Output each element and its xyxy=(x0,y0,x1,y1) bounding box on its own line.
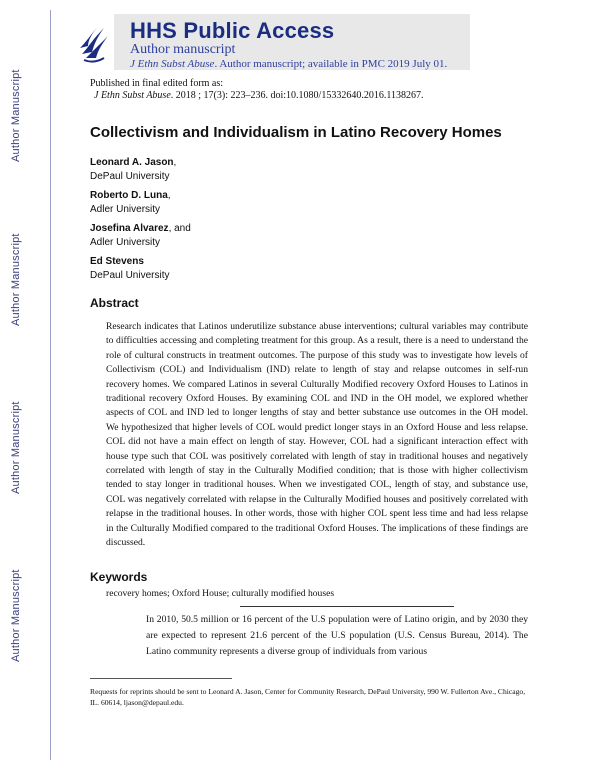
author-name-3: Josefina Alvarez, and xyxy=(90,223,191,234)
author-affiliation-1: DePaul University xyxy=(90,171,170,182)
article-title: Collectivism and Individualism in Latino Recovery Homes xyxy=(90,124,502,141)
header-citation-rest: . Author manuscript; available in PMC 2019 July 01. xyxy=(214,58,448,70)
footnote: Requests for reprints should be sent to Leonard A. Jason, Center for Community Research, DePaul University, 990 W. Fullerton Ave., Chicago, IL. 60614, ljason@depaul.edu. xyxy=(90,687,526,707)
hhs-eagle-logo-icon xyxy=(74,14,114,70)
intro-paragraph: In 2010, 50.5 million or 16 percent of the U.S population were of Latino origin, and by 2030 they are expected to represent 21.6 percent of the U.S population (U.S. Census Bureau, 2014). The Latino community represents a diverse group of individuals from various xyxy=(146,614,528,657)
author-name-1: Leonard A. Jason, xyxy=(90,157,177,168)
publication-details: . 2018 ; 17(3): 223–236. doi:10.1080/15332640.2016.1138267. xyxy=(170,90,424,101)
abstract-body: Research indicates that Latinos underutilize substance abuse interventions; cultural variables may contribute to difficulties accessing and completing treatment for this group. As a result, there is a need to understand the role of cultural constructs in treatment outcomes. The purpose of this study was to investigate how levels of Collectivism (COL) and Individualism (IND) relate to length of stay and relapse outcomes in self-run recovery homes. We compared Latinos in several Culturally Modified recovery Oxford Houses to Latinos in traditional recovery Oxford Houses. By examining COL and IND in the OH model, we explored whether aspects of COL and IND led to longer lengths of stay and better substance use outcomes in the OH model. We hypothesized that higher levels of COL would predict longer stays in an Oxford House and less relapse. COL did not have a main effect on length of stay. However, COL had a significant interaction effect with house type such that COL was positively correlated with length of stay in traditional houses and negatively correlated with length of stay in the Culturally Modified condition; that is those with higher collectivism tended to stay longer in traditional houses. When we investigated COL, length of stay, and substance use, COL was negatively correlated with relapse in the Culturally Modified houses and positively correlated with relapse in the traditional houses. In other words, those with higher COL spent less time and had less relapse in the Culturally Modified compared to the traditional Oxford Houses. The implications of these findings are discussed. xyxy=(106,321,528,549)
publication-citation xyxy=(94,90,423,101)
author-name-2: Roberto D. Luna, xyxy=(90,190,171,201)
rail-label-4: Author Manuscript xyxy=(10,569,22,662)
author-affiliation-4: DePaul University xyxy=(90,270,170,281)
keywords-list: recovery homes; Oxford House; culturally modified houses xyxy=(106,588,335,599)
rail-label-2: Author Manuscript xyxy=(10,233,22,326)
author-affiliation-2: Adler University xyxy=(90,204,161,215)
footnote-divider xyxy=(90,678,232,679)
author-manuscript-subtitle: Author manuscript xyxy=(130,42,236,57)
author-affiliation-3: Adler University xyxy=(90,237,161,248)
author-name-4: Ed Stevens xyxy=(90,256,144,267)
section-divider xyxy=(240,606,454,607)
publication-journal: J Ethn Subst Abuse xyxy=(94,90,171,101)
header-journal: J Ethn Subst Abuse xyxy=(130,58,215,70)
header-citation xyxy=(130,58,447,70)
rail-label-3: Author Manuscript xyxy=(10,401,22,494)
abstract-heading: Abstract xyxy=(90,296,139,310)
keywords-heading: Keywords xyxy=(90,570,148,584)
published-label: Published in final edited form as: xyxy=(90,78,224,89)
rail-divider xyxy=(50,10,51,760)
rail-label-1: Author Manuscript xyxy=(10,69,22,162)
hhs-public-access-title: HHS Public Access xyxy=(130,18,335,43)
